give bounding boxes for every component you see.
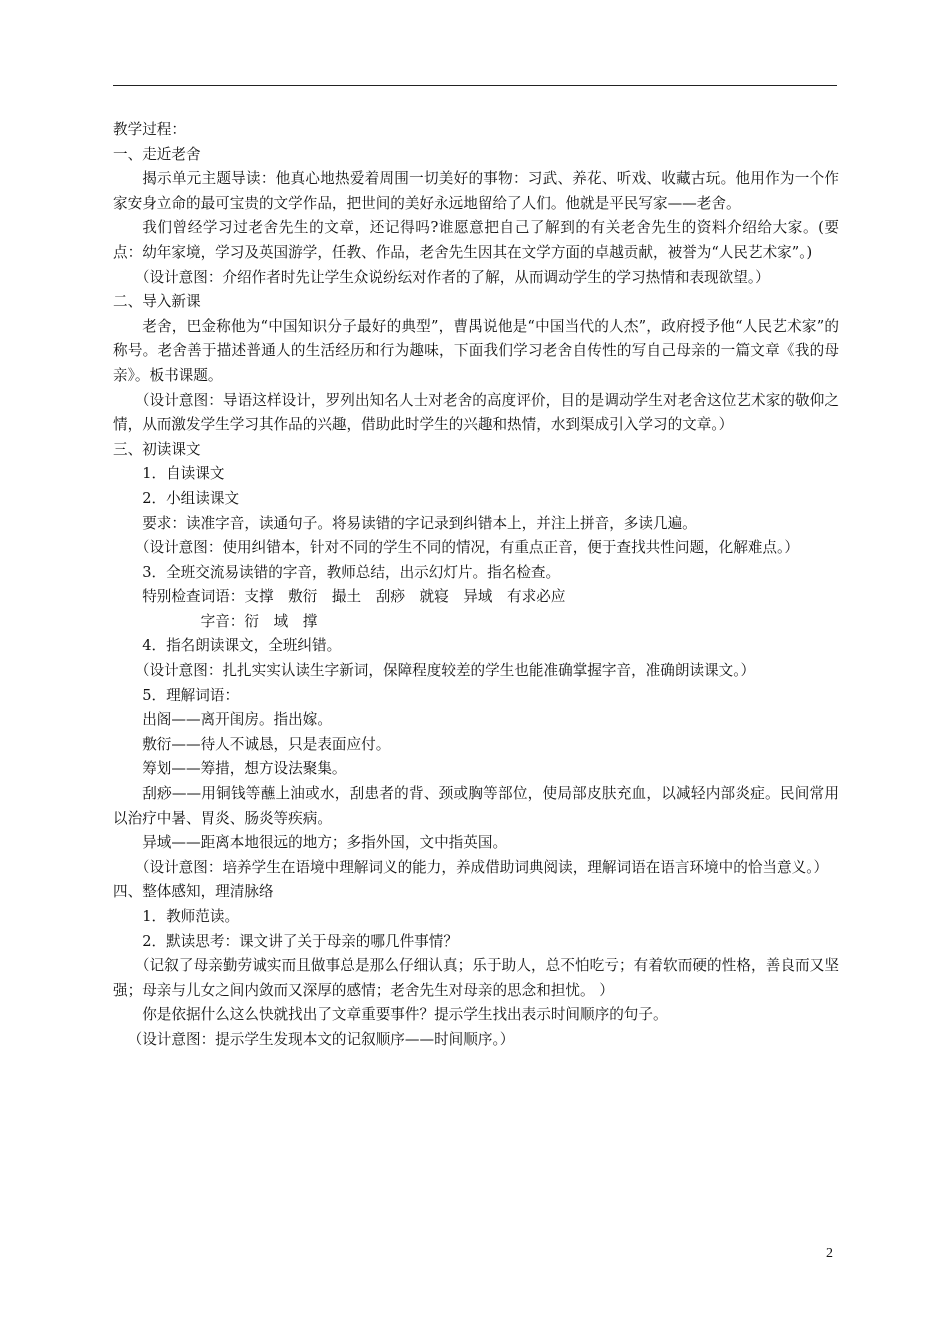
design-intent-note: （设计意图：介绍作者时先让学生众说纷纭对作者的了解，从而调动学生的学习热情和表现欲望。） [134,268,770,286]
vocab-entry: 异域——距离本地很远的地方；多指外国，文中指英国。 [142,834,508,852]
paragraph: 要求：读准字音，读通句子。将易读错的字记录到纠错本上，并注上拼音，多读几遍。 [142,514,697,532]
design-intent-note: （设计意图：提示学生发现本文的记叙顺序——时间顺序。） [127,1030,515,1048]
step-item: 2．小组读课文 [142,489,240,507]
char-sound-list: 字音：衍 域 撑 [200,612,318,630]
paragraph: 我们曾经学习过老舍先生的文章，还记得吗?谁愿意把自己了解到的有关老舍先生的资料介绍给大家。(要点：幼年家境，学习及英国游学，任教、作品，老舍先生因其在文学方面的卓越贡献，被誉为“人民艺术家”。) [113,219,839,261]
vocab-entry: 筹划——筹措，想方设法聚集。 [142,760,347,778]
step-item: 5．理解词语： [142,686,240,704]
section-heading-3: 三、初读课文 [113,440,201,458]
page-number: 2 [826,1246,833,1261]
document-body [113,118,839,1053]
section-heading-4: 四、整体感知，理清脉络 [113,883,274,901]
vocab-entry: 敷衍——待人不诚恳，只是表面应付。 [142,735,391,753]
header-rule [113,85,837,86]
vocab-entry: 刮痧——用铜钱等蘸上油或水，刮患者的背、颈或胸等部位，使局部皮肤充血，以减轻内部炎症。民间常用以治疗中暑、胃炎、肠炎等疾病。 [113,785,839,827]
design-intent-note: （设计意图：导语这样设计，罗列出知名人士对老舍的高度评价，目的是调动学生对老舍这位艺术家的敬仰之情，从而激发学生学习其作品的兴趣，借助此时学生的兴趣和热情，水到渠成引入学习的文章。） [113,391,839,434]
step-item: 3．全班交流易读错的字音，教师总结，出示幻灯片。指名检查。 [142,563,561,581]
word-check-list: 特别检查词语：支撑 敷衍 撮土 刮痧 就寝 异域 有求必应 [142,588,566,606]
paragraph: 老舍，巴金称他为“中国知识分子最好的典型”，曹禺说他是“中国当代的人杰”，政府授予他“人民艺术家”的称号。老舍善于描述普通人的生活经历和行为趣味，下面我们学习老舍自传性的写自己母亲的一篇文章《我的母亲》。板书课题。 [113,317,839,384]
section-heading-2: 二、导入新课 [113,293,201,311]
section-heading-1: 一、走近老舍 [113,145,201,163]
paragraph: 你是依据什么这么快就找出了文章重要事件？提示学生找出表示时间顺序的句子。 [142,1006,668,1024]
design-intent-note: （设计意图：使用纠错本，针对不同的学生不同的情况，有重点正音，便于查找共性问题，化解难点。） [134,539,799,557]
section-label: 教学过程： [113,121,186,138]
step-item: 4．指名朗读课文，全班纠错。 [142,637,342,655]
step-item: 2．默读思考：课文讲了关于母亲的哪几件事情？ [142,932,458,950]
answer-note: （记叙了母亲勤劳诚实而且做事总是那么仔细认真；乐于助人，总不怕吃亏；有着软而硬的性格，善良而又坚强；母亲与儿女之间内敛而又深厚的感情；老舍先生对母亲的思念和担忧。 ） [113,957,839,999]
design-intent-note: （设计意图：扎扎实实认读生字新词，保障程度较差的学生也能准确掌握字音，准确朗读课文。） [134,662,756,680]
step-item: 1．自读课文 [142,465,225,483]
vocab-entry: 出阁——离开闺房。指出嫁。 [142,711,332,729]
design-intent-note: （设计意图：培养学生在语境中理解词义的能力，养成借助词典阅读，理解词语在语言环境中的恰当意义。） [134,858,829,876]
step-item: 1．教师范读。 [142,908,240,925]
paragraph: 揭示单元主题导读：他真心地热爱着周围一切美好的事物：习武、养花、听戏、收藏古玩。他用作为一个作家安身立命的最可宝贵的文学作品，把世间的美好永远地留给了人们。他就是平民写家——老舍。 [113,170,839,212]
